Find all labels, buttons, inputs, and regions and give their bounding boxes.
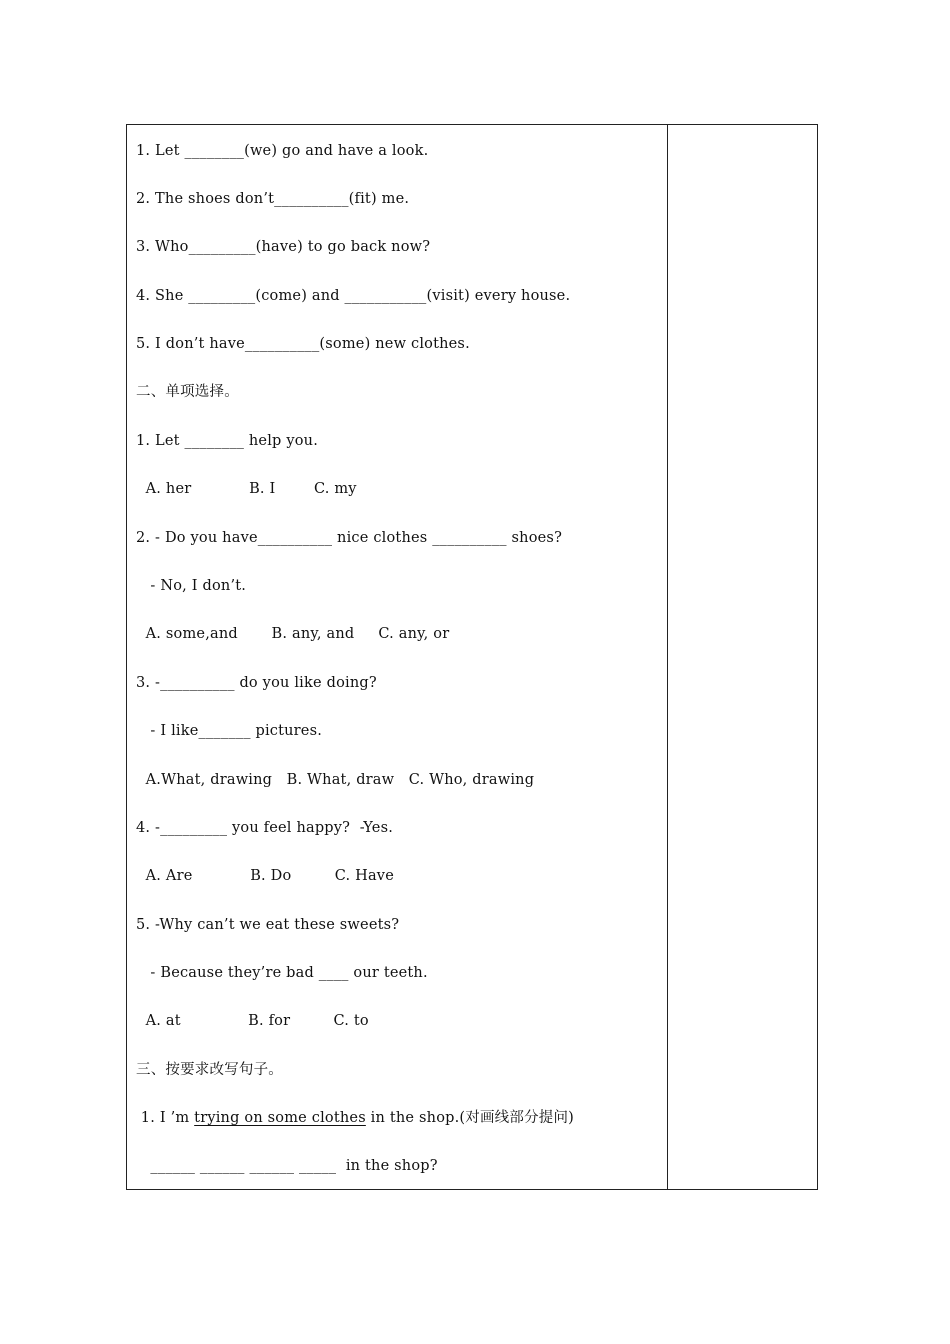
choice-reply-3: - I like_______ pictures.: [136, 723, 323, 739]
fill-item-4: 4. She _________(come) and ___________(visit) every house.: [136, 288, 571, 304]
rewrite-prefix: 1. I ’m: [136, 1110, 195, 1126]
fill-item-1: 1. Let ________(we) go and have a look.: [136, 143, 429, 159]
fill-item-3: 3. Who_________(have) to go back now?: [136, 239, 431, 255]
rewrite-suffix: in the shop.(对画线部分提问): [365, 1110, 575, 1126]
fill-item-2: 2. The shoes don’t__________(fit) me.: [136, 191, 410, 207]
column-divider: [667, 125, 668, 1189]
rewrite-answer-blanks: ______ ______ ______ _____ in the shop?: [136, 1158, 438, 1174]
choice-question-5: 5. -Why can’t we eat these sweets?: [136, 917, 400, 933]
choice-question-2: 2. - Do you have__________ nice clothes __________ shoes?: [136, 530, 563, 546]
choice-options-3: A.What, drawing B. What, draw C. Who, drawing: [136, 772, 535, 788]
choice-options-1: A. her B. I C. my: [136, 481, 357, 497]
rewrite-underlined-part: trying on some clothes: [194, 1110, 366, 1126]
rewrite-question-1: [136, 1108, 574, 1128]
choice-options-2: A. some,and B. any, and C. any, or: [136, 626, 450, 642]
section-heading-choice: 二、单项选择。: [136, 384, 239, 400]
choice-question-3: 3. -__________ do you like doing?: [136, 675, 377, 691]
choice-question-1: 1. Let ________ help you.: [136, 433, 319, 449]
exercise-table: [126, 124, 818, 1190]
section-heading-rewrite: 三、按要求改写句子。: [136, 1062, 283, 1078]
choice-options-5: A. at B. for C. to: [136, 1013, 369, 1029]
choice-reply-5: - Because they’re bad ____ our teeth.: [136, 965, 428, 981]
choice-options-4: A. Are B. Do C. Have: [136, 868, 394, 884]
choice-reply-2: - No, I don’t.: [136, 578, 247, 594]
fill-item-5: 5. I don’t have__________(some) new clothes.: [136, 336, 470, 352]
choice-question-4: 4. -_________ you feel happy? -Yes.: [136, 820, 394, 836]
